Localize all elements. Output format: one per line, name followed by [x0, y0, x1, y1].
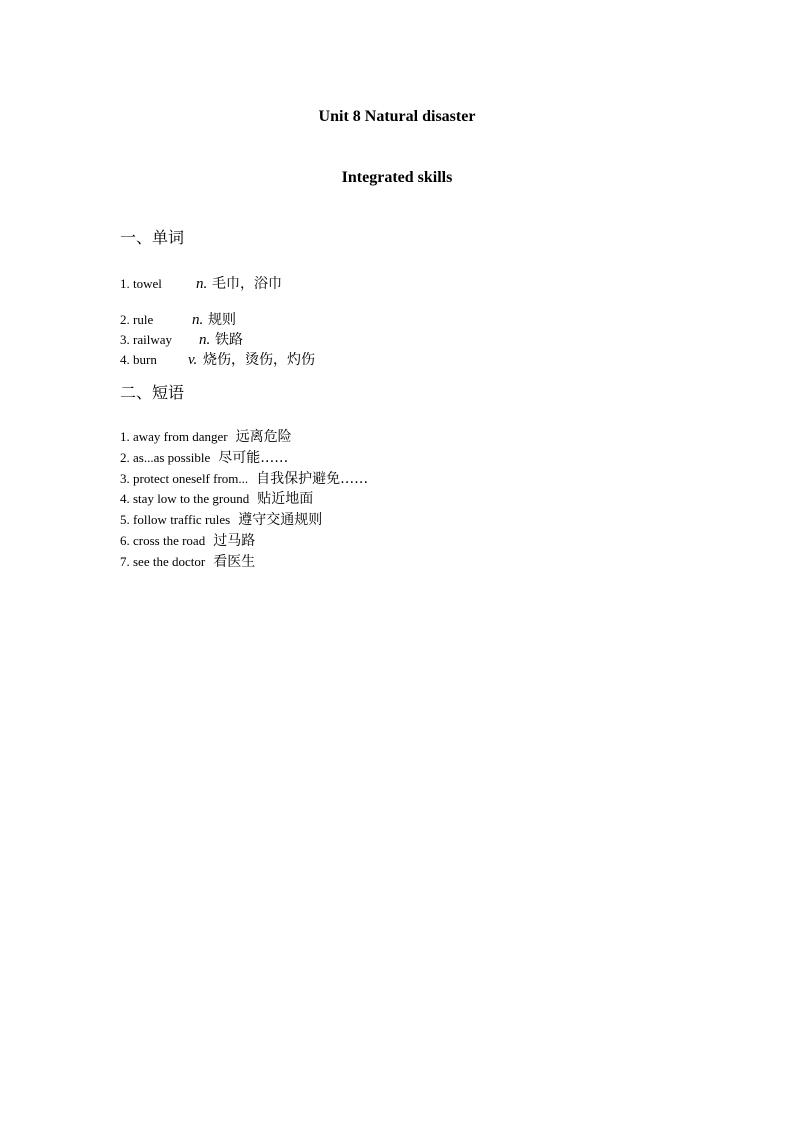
phrase-item: [120, 448, 288, 468]
vocab-meaning: 毛巾，浴巾: [212, 276, 282, 292]
phrase-item: [120, 469, 368, 489]
phrase-item: [120, 552, 255, 572]
vocab-meaning: 铁路: [215, 332, 243, 348]
phrase-english: 6. cross the road: [120, 533, 206, 548]
vocab-pos: n.: [199, 332, 211, 348]
phrase-item: [120, 489, 313, 509]
vocab-word: 4. burn: [120, 352, 157, 367]
vocab-meaning: 规则: [208, 312, 236, 328]
phrase-item: [120, 510, 322, 530]
phrase-english: 4. stay low to the ground: [120, 491, 250, 506]
phrase-english: 3. protect oneself from...: [120, 471, 249, 486]
phrase-chinese: 看医生: [213, 554, 256, 570]
vocab-word: 2. rule: [120, 312, 154, 327]
vocabulary-heading: 一、单词: [120, 228, 185, 247]
phrase-english: 1. away from danger: [120, 429, 228, 444]
vocab-pos: n.: [192, 312, 204, 328]
phrase-english: 2. as...as possible: [120, 450, 211, 465]
vocab-meaning: 烧伤，烫伤，灼伤: [203, 352, 315, 368]
phrase-chinese: 贴近地面: [257, 491, 314, 507]
phrase-chinese: 过马路: [213, 533, 256, 549]
vocab-pos: v.: [188, 352, 198, 368]
vocab-word: 3. railway: [120, 332, 172, 347]
vocab-word: 1. towel: [120, 276, 162, 291]
phrase-item: [120, 427, 292, 447]
document-title: Unit 8 Natural disaster: [318, 108, 476, 125]
vocab-pos: n.: [196, 276, 208, 292]
phrases-heading: 二、短语: [120, 383, 185, 402]
document-subtitle: Integrated skills: [341, 169, 453, 186]
phrase-chinese: 遵守交通规则: [238, 512, 323, 528]
phrase-english: 7. see the doctor: [120, 554, 206, 569]
phrase-chinese: 远离危险: [235, 429, 292, 445]
phrase-english: 5. follow traffic rules: [120, 512, 231, 527]
phrase-item: [120, 531, 255, 551]
phrase-chinese: 尽可能……: [218, 450, 289, 466]
phrase-chinese: 自我保护避免……: [256, 471, 369, 487]
